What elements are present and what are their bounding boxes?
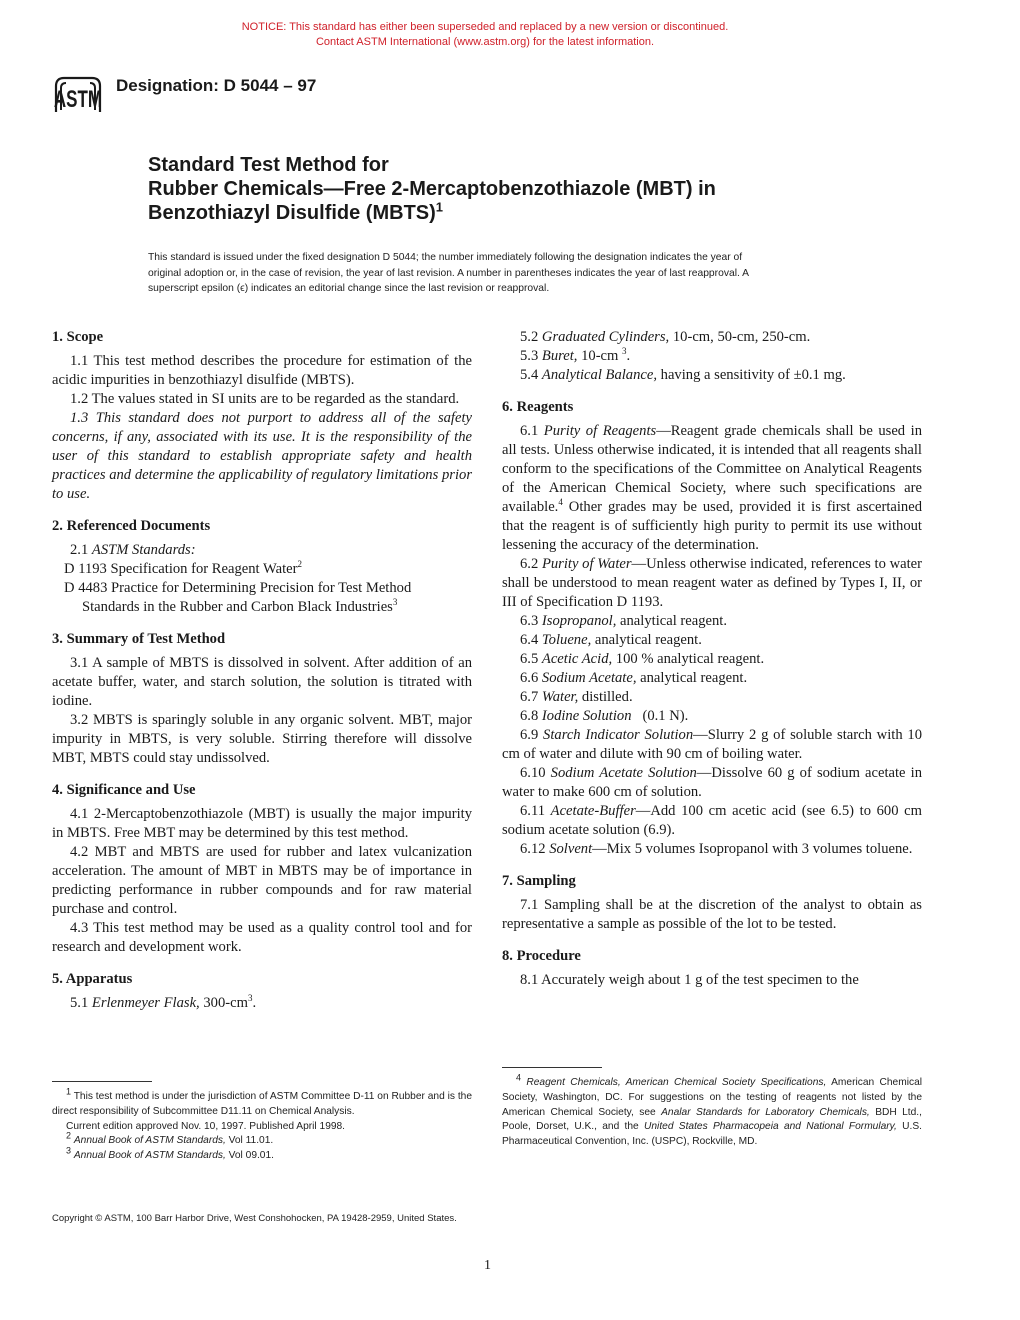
- section-heading-reagents: 6. Reagents: [502, 399, 574, 415]
- safety-statement: 1.3 This standard does not purport to address all of the safety concerns, if any, associated with its use. It is the responsibility of the user of this standard to establish appropriate safety and health practices and determine the applicability of regulatory limitations prior to use.: [52, 410, 472, 502]
- paragraph-5-4: 5.4 Analytical Balance, having a sensitivity of ±0.1 mg.: [520, 367, 846, 383]
- section-heading-scope: 1. Scope: [52, 329, 104, 345]
- designation: Designation: D 5044 – 97: [116, 76, 317, 95]
- paragraph-1-3: [52, 409, 472, 504]
- copyright-line: Copyright © ASTM, 100 Barr Harbor Drive, West Conshohocken, PA 19428-2959, United States.: [52, 1213, 457, 1224]
- paragraph-6-8: 6.8 Iodine Solution (0.1 N).: [520, 708, 689, 724]
- paragraph-3-1: 3.1 A sample of MBTS is dissolved in solvent. After addition of an acetate buffer, water, and starch solution, the solution is titrated with iodine.: [52, 655, 472, 709]
- right-column: [502, 328, 922, 990]
- paragraph-8-1: 8.1 Accurately weigh about 1 g of the test specimen to the: [520, 972, 859, 988]
- document-title: [148, 153, 908, 225]
- paragraph-2-1: 2.1 ASTM Standards:: [70, 542, 196, 558]
- notice-line-1: NOTICE: This standard has either been superseded and replaced by a new version or discontinued.: [241, 21, 729, 33]
- title-line-3: Benzothiazyl Disulfide (MBTS): [148, 202, 436, 224]
- notice-line-2: Contact ASTM International (www.astm.org) for the latest information.: [315, 36, 655, 48]
- paragraph-4-2: 4.2 MBT and MBTS are used for rubber and latex vulcanization acceleration. The amount of MBT in MBTS may be of importance in predicting performance in rubber compounds and for raw material purchase and control.: [52, 844, 472, 917]
- reference-d1193: D 1193 Specification for Reagent Water$^2$: [64, 559, 302, 577]
- paragraph-6-10: 6.10 Sodium Acetate Solution—Dissolve 60 g of sodium acetate in water to make 600 cm of solution.: [502, 765, 922, 800]
- paragraph-1-2: 1.2 The values stated in SI units are to be regarded as the standard.: [70, 391, 460, 407]
- left-column: [52, 328, 472, 1013]
- footnote-3: $^3$ Annual Book of ASTM Standards, Vol 09.01.: [66, 1145, 274, 1162]
- footnotes-left: [52, 1086, 473, 1164]
- superseded-notice: [0, 20, 970, 50]
- paragraph-4-1: 4.1 2-Mercaptobenzothiazole (MBT) is usually the major impurity in MBTS. Free MBT may be determined by this test method.: [52, 806, 472, 841]
- paragraph-6-7: 6.7 Water, distilled.: [520, 689, 633, 705]
- svg-text:ASTM: ASTM: [53, 86, 103, 113]
- paragraph-3-2: 3.2 MBTS is sparingly soluble in any organic solvent. MBT, major impurity in MBTS, is very soluble. Stirring therefore will dissolve MBT, MBTS could stay undissolved.: [52, 712, 472, 766]
- paragraph-6-12: 6.12 Solvent—Mix 5 volumes Isopropanol with 3 volumes toluene.: [520, 841, 913, 857]
- footnote-1-current-edition: Current edition approved Nov. 10, 1997. Published April 1998.: [66, 1120, 346, 1132]
- paragraph-6-4: 6.4 Toluene, analytical reagent.: [520, 632, 702, 648]
- section-heading-apparatus: 5. Apparatus: [52, 971, 133, 987]
- page-number: 1: [484, 1258, 491, 1273]
- title-line-2: Rubber Chemicals—Free 2-Mercaptobenzothiazole (MBT) in: [148, 178, 716, 200]
- paragraph-6-5: 6.5 Acetic Acid, 100 % analytical reagent.: [520, 651, 765, 667]
- footnote-1: $^1$ This test method is under the jurisdiction of ASTM Committee D-11 on Rubber and is the direct responsibility of Subcommittee D11.11 on Chemical Analysis.: [52, 1086, 473, 1117]
- section-heading-significance: 4. Significance and Use: [52, 782, 196, 798]
- footnote-rule-right: [502, 1067, 602, 1068]
- footnote-4: $^4$ Reagent Chemicals, American Chemical Society Specifications, American Chemical Society, Washington, DC. For suggestions on the testing of reagents not listed by the American Chemical Society, see Analar Standards for Laboratory Chemicals, BDH Ltd., Poole, Dorset, U.K., and the United States Pharmacopeia and National Formulary, U.S. Pharmaceutical Convention, Inc. (USPC), Rockville, MD.: [502, 1072, 922, 1148]
- footnote-2: $^2$ Annual Book of ASTM Standards, Vol 11.01.: [66, 1131, 274, 1147]
- paragraph-7-1: 7.1 Sampling shall be at the discretion of the analyst to obtain as representative a sample as possible of the lot to be tested.: [502, 897, 922, 932]
- footnotes-right: [502, 1072, 922, 1150]
- paragraph-6-6: 6.6 Sodium Acetate, analytical reagent.: [520, 670, 748, 686]
- intro-line-1: This standard is issued under the fixed designation D 5044; the number immediately following the designation indicates the year of: [148, 252, 743, 263]
- title-line-1: Standard Test Method for: [148, 154, 389, 176]
- paragraph-6-9: 6.9 Starch Indicator Solution—Slurry 2 g of soluble starch with 10 cm of water and dilute with 90 cm of boiling water.: [502, 727, 922, 762]
- footnote-rule-left: [52, 1081, 152, 1082]
- section-heading-summary: 3. Summary of Test Method: [52, 631, 226, 647]
- paragraph-6-3: 6.3 Isopropanol, analytical reagent.: [520, 613, 727, 629]
- reference-d4483: D 4483 Practice for Determining Precision for Test Method Standards in the Rubber and Carbon Black Industries$^3$: [64, 580, 412, 615]
- title-footnote-marker: 1: [435, 199, 444, 215]
- paragraph-4-3: 4.3 This test method may be used as a quality control tool and for research and development work.: [52, 920, 472, 955]
- intro-line-2: original adoption or, in the case of revision, the year of last revision. A number in parentheses indicates the year of last reapproval. A: [148, 267, 749, 279]
- intro-notice: [148, 250, 848, 297]
- paragraph-5-2: 5.2 Graduated Cylinders, 10-cm, 50-cm, 250-cm.: [520, 329, 811, 345]
- astm-logo-mark: [52, 76, 104, 114]
- section-heading-referenced-documents: 2. Referenced Documents: [52, 518, 211, 534]
- paragraph-6-11: 6.11 Acetate-Buffer—Add 100 cm acetic acid (see 6.5) to 600 cm sodium acetate solution (6.9).: [502, 803, 922, 838]
- astm-logo: [52, 76, 104, 114]
- section-heading-sampling: 7. Sampling: [502, 873, 576, 889]
- paragraph-6-1: 6.1 Purity of Reagents—Reagent grade chemicals shall be used in all tests. Unless otherwise indicated, it is intended that all reagents shall conform to the specifications of the Committee on Analytical Reagents of the American Chemical Society, where such specifications are available.$^4$ Other grades may be used, provided it is first ascertained that the reagent is of sufficiently high purity to permit its use without lessening the accuracy of the determination.: [502, 423, 922, 553]
- paragraph-5-3: 5.3 Buret, 10-cm $^3$.: [520, 346, 631, 364]
- section-heading-procedure: 8. Procedure: [502, 948, 581, 964]
- paragraph-1-1: 1.1 This test method describes the procedure for estimation of the acidic impurities in benzothiazyl disulfide (MBTS).: [52, 353, 472, 388]
- intro-line-3: superscript epsilon (ϵ) indicates an editorial change since the last revision or reapproval.: [148, 283, 550, 294]
- paragraph-6-2: 6.2 Purity of Water—Unless otherwise indicated, references to water shall be understood to mean reagent water as defined by Types I, II, or III of Specification D 1193.: [502, 556, 922, 610]
- paragraph-5-1: 5.1 Erlenmeyer Flask, $300-cm^3$.: [70, 993, 257, 1011]
